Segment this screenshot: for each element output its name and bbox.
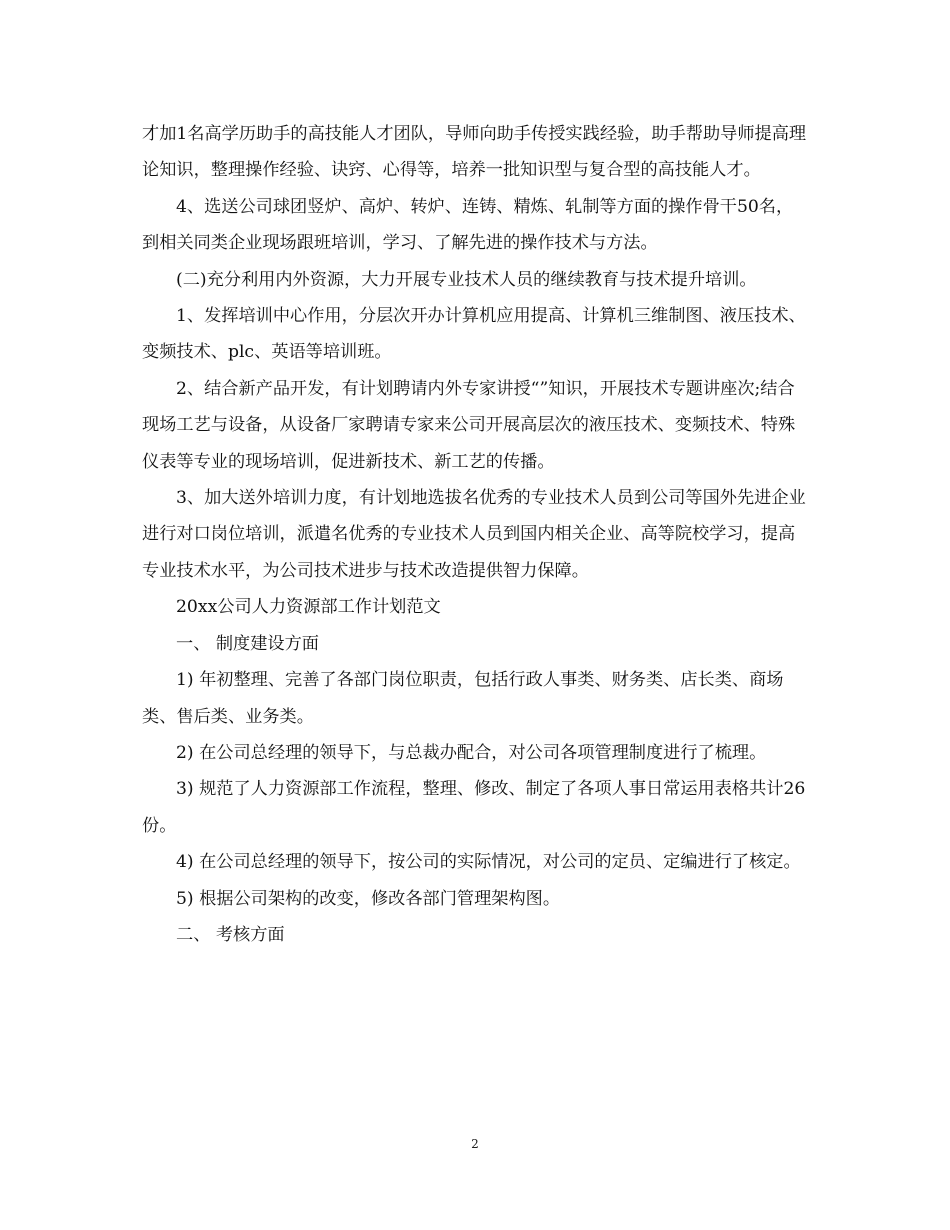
paragraph-section-two: (二)充分利用内外资源，大力开展专业技术人员的继续教育与技术提升培训。: [176, 269, 757, 290]
heading-assessment: 二、 考核方面: [176, 924, 285, 945]
paragraph-item-4: 4、选送公司球团竖炉、高炉、转炉、连铸、精炼、轧制等方面的操作骨干50名，到相关同类企业现场跟班培训，学习、了解先进的操作技术与方法。: [142, 196, 794, 254]
document-section-title: 20xx公司人力资源部工作计划范文: [176, 597, 441, 618]
page-number: 2: [471, 1137, 479, 1151]
list-item-3: 3) 规范了人力资源部工作流程，整理、修改、制定了各项人事日常运用表格共计26份。: [142, 779, 806, 836]
paragraph-team-continuation: 才加1名高学历助手的高技能人才团队，导师向助手传授实践经验，助手帮助导师提高理论知识，整理操作经验、诀窍、心得等，培养一批知识型与复合型的高技能人才。: [142, 124, 807, 181]
heading-system-building: 一、 制度建设方面: [176, 633, 319, 654]
list-item-4: 4) 在公司总经理的领导下，按公司的实际情况，对公司的定员、定编进行了核定。: [176, 852, 801, 873]
list-item-1: 1) 年初整理、完善了各部门岗位职责，包括行政人事类、财务类、店长类、商场类、售后类、业务类。: [142, 670, 784, 727]
paragraph-external-training: 3、加大送外培训力度，有计划地选拔名优秀的专业技术人员到公司等国外先进企业进行对口岗位培训，派遣名优秀的专业技术人员到国内相关企业、高等院校学习，提高专业技术水平，为公司技术进步与技术改造提供智力保障。: [142, 488, 806, 581]
list-item-2: 2) 在公司总经理的领导下，与总裁办配合，对公司各项管理制度进行了梳理。: [176, 742, 767, 763]
document-body: [142, 116, 810, 953]
paragraph-new-products: 2、结合新产品开发，有计划聘请内外专家讲授“”知识，开展技术专题讲座次;结合现场工艺与设备，从设备厂家聘请专家来公司开展高层次的液压技术、变频技术、特殊仪表等专业的现场培训，促进新技术、新工艺的传播。: [142, 378, 796, 472]
list-item-5: 5) 根据公司架构的改变，修改各部门管理架构图。: [176, 888, 561, 909]
paragraph-training-center: 1、发挥培训中心作用，分层次开办计算机应用提高、计算机三维制图、液压技术、变频技术、plc、英语等培训班。: [142, 306, 806, 363]
